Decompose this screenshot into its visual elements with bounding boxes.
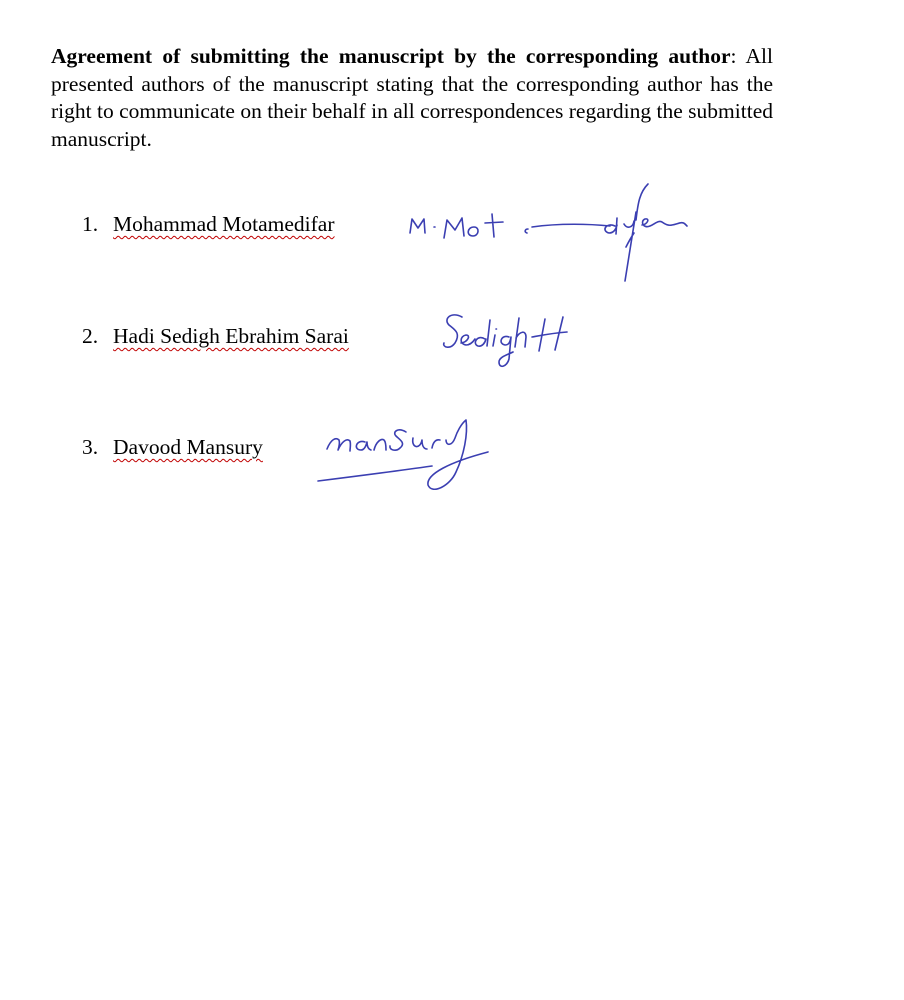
author-item-2 [82, 323, 349, 349]
heading-colon: : [730, 44, 737, 68]
author-number: 2. [82, 324, 99, 348]
author-name: Davood Mansury [113, 435, 263, 459]
signature-image-sedigh [435, 305, 615, 380]
signature-image-motamedifar [400, 178, 710, 288]
author-name: Hadi Sedigh Ebrahim Sarai [113, 324, 349, 348]
agreement-statement [51, 43, 773, 153]
agreement-heading: Agreement of submitting the manuscript by the corresponding author [51, 44, 731, 68]
author-number: 1. [82, 212, 99, 236]
signature-image-mansury [310, 410, 500, 500]
author-name: Mohammad Motamedifar [113, 212, 335, 236]
author-item-1 [82, 211, 335, 237]
author-number: 3. [82, 435, 99, 459]
author-item-3 [82, 434, 263, 460]
agreement-body: All presented authors of the manuscript stating that the corresponding author has the right to communicate on their behalf in all correspondences regarding the submitted manuscript. [51, 44, 773, 151]
